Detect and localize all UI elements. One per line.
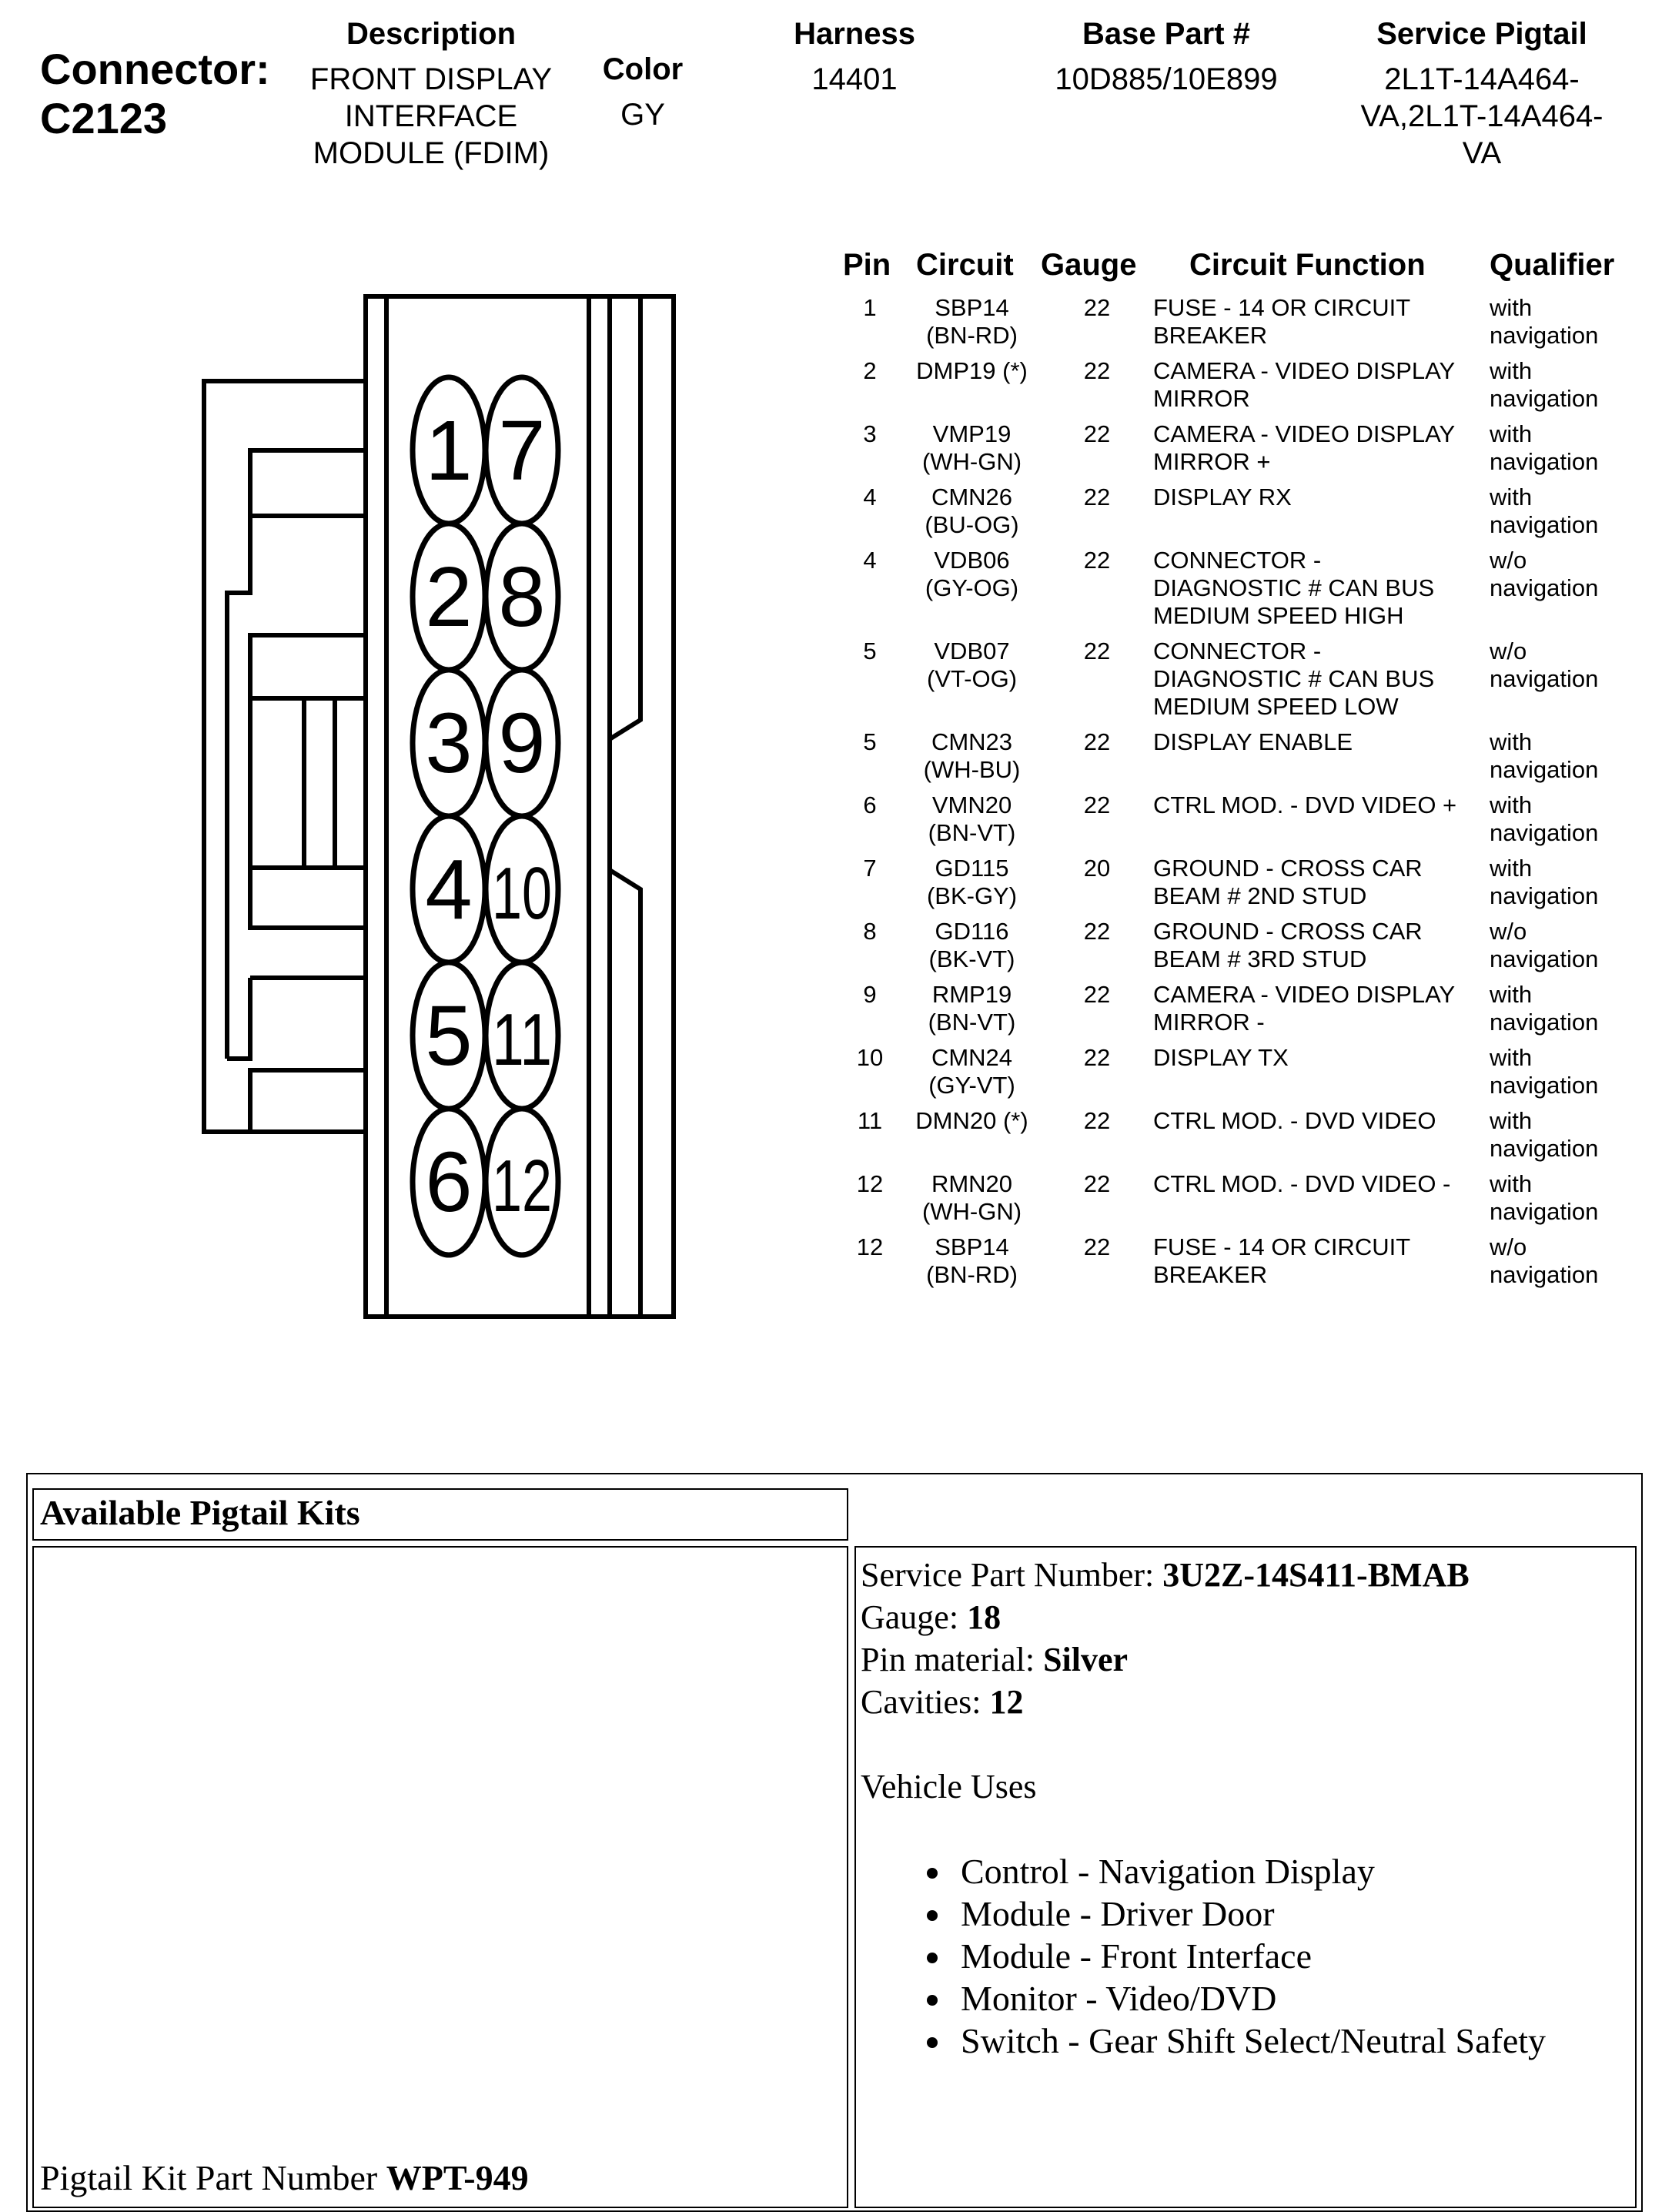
service-pigtail-header: Service Pigtail [1376, 17, 1587, 51]
pigtail-title-cell [32, 1488, 848, 1541]
qualifier-column-header: Qualifier [1490, 248, 1615, 282]
pin-number: 5 [863, 637, 877, 664]
circuit-code: VDB07 (VT-OG) [926, 637, 1018, 692]
pin-number: 4 [863, 547, 877, 574]
circuit-code: CMN23 (WH-BU) [923, 728, 1021, 783]
circuit-column-header: Circuit [916, 248, 1014, 282]
qualifier: w/o navigation [1490, 547, 1599, 601]
pin-number: 12 [856, 1233, 884, 1260]
wire-gauge: 22 [1083, 484, 1111, 510]
qualifier: with navigation [1490, 1107, 1599, 1162]
pin-number: 9 [863, 981, 877, 1008]
pin-number: 12 [856, 1170, 884, 1197]
pin-cavity [413, 1109, 485, 1255]
pin-material-line [861, 1638, 1635, 1681]
vehicle-use-item: • Control - Navigation Display [953, 1850, 1635, 1892]
circuit-code: SBP14 (BN-RD) [926, 294, 1018, 349]
base-part-header: Base Part # [1082, 17, 1250, 51]
base-part-column [1035, 17, 1297, 98]
vehicle-use-item: • Module - Driver Door [953, 1892, 1635, 1935]
pin-cavity [413, 816, 485, 962]
gauge-value: 18 [967, 1598, 1002, 1636]
pin-column-header: Pin [843, 248, 891, 282]
harness-column [770, 17, 939, 98]
description-value [293, 61, 570, 172]
harness-value: 14401 [811, 62, 898, 96]
pin-cavity-label: 2 [425, 550, 473, 644]
circuit-function: DISPLAY ENABLE [1153, 728, 1353, 755]
wire-gauge: 22 [1083, 357, 1111, 384]
pin-number: 10 [856, 1044, 884, 1071]
gauge-column-header: Gauge [1041, 248, 1137, 282]
pin-number: 1 [863, 294, 877, 321]
connector-label: Connector: [40, 45, 270, 93]
pigtail-title: Available Pigtail Kits [40, 1493, 360, 1532]
service-part-line [861, 1554, 1635, 1596]
pin-cavity [486, 377, 558, 524]
circuit-code: SBP14 (BN-RD) [926, 1233, 1018, 1288]
wire-gauge: 22 [1083, 981, 1111, 1008]
circuit-function: GROUND - CROSS CAR BEAM # 3RD STUD [1153, 918, 1423, 972]
pin-number: 7 [863, 855, 877, 882]
pin-cavity [413, 670, 485, 816]
pin-cavity-label: 3 [425, 696, 473, 791]
wire-gauge: 22 [1083, 547, 1111, 574]
wire-gauge: 20 [1083, 855, 1111, 882]
gauge-label: Gauge: [861, 1598, 959, 1636]
connector-face-diagram [185, 285, 677, 1324]
description-header: Description [346, 17, 517, 51]
circuit-function: CTRL MOD. - DVD VIDEO + [1153, 791, 1457, 818]
service-pigtail-line: 2L1T-14A464- [1384, 62, 1580, 96]
qualifier: w/o navigation [1490, 1233, 1599, 1288]
pin-cavity-label: 1 [425, 403, 473, 498]
service-part-number: 3U2Z-14S411-BMAB [1162, 1556, 1470, 1594]
circuit-function: CONNECTOR - DIAGNOSTIC # CAN BUS MEDIUM SPEED LOW [1153, 637, 1435, 720]
pin-cavity [486, 962, 558, 1109]
circuit-function: CAMERA - VIDEO DISPLAY MIRROR - [1153, 981, 1456, 1036]
gauge-line [861, 1596, 1635, 1638]
function-column-header: Circuit Function [1189, 248, 1426, 282]
qualifier: with navigation [1490, 357, 1599, 412]
wire-gauge: 22 [1083, 791, 1111, 818]
pin-number: 3 [863, 420, 877, 447]
circuit-function: FUSE - 14 OR CIRCUIT BREAKER [1153, 1233, 1411, 1288]
wire-gauge: 22 [1083, 728, 1111, 755]
circuit-function: CONNECTOR - DIAGNOSTIC # CAN BUS MEDIUM SPEED HIGH [1153, 547, 1435, 629]
wire-gauge: 22 [1083, 918, 1111, 945]
circuit-code: VMP19 (WH-GN) [921, 420, 1022, 475]
pin-cavity-label: 11 [492, 999, 552, 1081]
circuit-function: CAMERA - VIDEO DISPLAY MIRROR [1153, 357, 1456, 412]
circuit-function: DISPLAY TX [1153, 1044, 1289, 1071]
pin-cavity-label: 8 [498, 550, 546, 644]
circuit-function: CTRL MOD. - DVD VIDEO - [1153, 1170, 1451, 1197]
circuit-code: RMN20 (WH-GN) [921, 1170, 1022, 1225]
circuit-code: VMN20 (BN-VT) [928, 791, 1016, 846]
pin-number: 8 [863, 918, 877, 945]
qualifier: with navigation [1490, 791, 1599, 846]
pigtail-kit-part-line [40, 2157, 529, 2199]
circuit-function: DISPLAY RX [1153, 484, 1292, 510]
qualifier: with navigation [1490, 420, 1599, 475]
circuit-code: GD116 (BK-VT) [928, 918, 1015, 972]
circuit-function: CTRL MOD. - DVD VIDEO [1153, 1107, 1436, 1134]
wire-gauge: 22 [1083, 637, 1111, 664]
vehicle-uses-heading: Vehicle Uses [861, 1768, 1037, 1805]
wire-gauge: 22 [1083, 294, 1111, 321]
pin-cavity-label: 7 [498, 403, 546, 498]
qualifier: with navigation [1490, 981, 1599, 1036]
service-pigtail-column [1336, 17, 1628, 172]
wire-gauge: 22 [1083, 1044, 1111, 1071]
connector-latch-rail [610, 296, 640, 1317]
cavities-value: 12 [989, 1683, 1024, 1721]
circuit-code: DMP19 (*) [916, 357, 1028, 384]
wire-gauge: 22 [1083, 1170, 1111, 1197]
qualifier: with navigation [1490, 728, 1599, 783]
description-line: MODULE (FDIM) [313, 136, 550, 170]
circuit-code: CMN24 (GY-VT) [928, 1044, 1015, 1099]
qualifier: with navigation [1490, 1170, 1599, 1225]
color-value: GY [620, 98, 665, 132]
color-header: Color [602, 52, 684, 86]
vehicle-uses-list [861, 1850, 1635, 2062]
service-pigtail-line: VA,2L1T-14A464- [1360, 99, 1603, 133]
qualifier: w/o navigation [1490, 637, 1599, 692]
pin-cavity [486, 670, 558, 816]
circuit-code: GD115 (BK-GY) [926, 855, 1018, 909]
circuit-function: CAMERA - VIDEO DISPLAY MIRROR + [1153, 420, 1456, 475]
pin-cavity [413, 377, 485, 524]
connector-label-block [40, 45, 270, 143]
pin-cavity [486, 524, 558, 670]
circuit-function: FUSE - 14 OR CIRCUIT BREAKER [1153, 294, 1411, 349]
circuit-code: DMN20 (*) [915, 1107, 1028, 1134]
cavities-label: Cavities: [861, 1683, 981, 1721]
pin-number: 2 [863, 357, 877, 384]
pigtail-image-cell [32, 1546, 848, 2208]
harness-header: Harness [794, 17, 915, 51]
pin-cavity-label: 6 [425, 1135, 473, 1230]
service-pigtail-line: VA [1462, 136, 1502, 170]
qualifier: with navigation [1490, 294, 1599, 349]
base-part-value: 10D885/10E899 [1055, 62, 1278, 96]
qualifier: w/o navigation [1490, 918, 1599, 972]
circuit-code: CMN26 (BU-OG) [925, 484, 1019, 538]
vehicle-use-item: • Module - Front Interface [953, 1935, 1635, 1977]
qualifier: with navigation [1490, 484, 1599, 538]
description-line: FRONT DISPLAY [309, 62, 553, 96]
wire-gauge: 22 [1083, 420, 1111, 447]
pin-cavity-label: 12 [492, 1145, 552, 1227]
pin-number: 4 [863, 484, 877, 510]
circuit-function: GROUND - CROSS CAR BEAM # 2ND STUD [1153, 855, 1423, 909]
cavities-line [861, 1681, 1635, 1723]
vehicle-use-item: • Monitor - Video/DVD [953, 1977, 1635, 2020]
vehicle-use-item: • Switch - Gear Shift Select/Neutral Safety [953, 2020, 1635, 2062]
pin-cavity [486, 1109, 558, 1255]
service-pigtail-value [1336, 61, 1628, 172]
connector-id: C2123 [40, 94, 168, 142]
wire-gauge: 22 [1083, 1107, 1111, 1134]
pin-number: 6 [863, 791, 877, 818]
description-line: INTERFACE [344, 99, 518, 133]
pin-cavity [413, 962, 485, 1109]
pin-cavity-label: 4 [425, 842, 473, 937]
description-column [293, 17, 570, 172]
pigtail-details-cell [854, 1546, 1637, 2208]
pin-number: 11 [857, 1107, 883, 1134]
circuit-code: RMP19 (BN-VT) [928, 981, 1016, 1036]
pin-material-label: Pin material: [861, 1641, 1035, 1678]
pin-cavity [486, 816, 558, 962]
wire-gauge: 22 [1083, 1233, 1111, 1260]
pigtail-details [856, 1548, 1635, 2062]
pin-cavity-label: 5 [425, 989, 473, 1083]
circuit-code: VDB06 (GY-OG) [925, 547, 1019, 601]
pigtail-kit-part-label: Pigtail Kit Part Number [40, 2158, 378, 2197]
color-column [573, 52, 712, 133]
pigtail-kit-part-number: WPT-949 [386, 2158, 529, 2197]
qualifier: with navigation [1490, 855, 1599, 909]
service-part-label: Service Part Number: [861, 1556, 1155, 1594]
pin-cavity-label: 10 [492, 852, 552, 935]
pin-cavity-label: 9 [498, 696, 546, 791]
pin-cavities [413, 377, 558, 1255]
pin-number: 5 [863, 728, 877, 755]
qualifier: with navigation [1490, 1044, 1599, 1099]
pin-material-value: Silver [1043, 1641, 1129, 1678]
pin-cavity [413, 524, 485, 670]
